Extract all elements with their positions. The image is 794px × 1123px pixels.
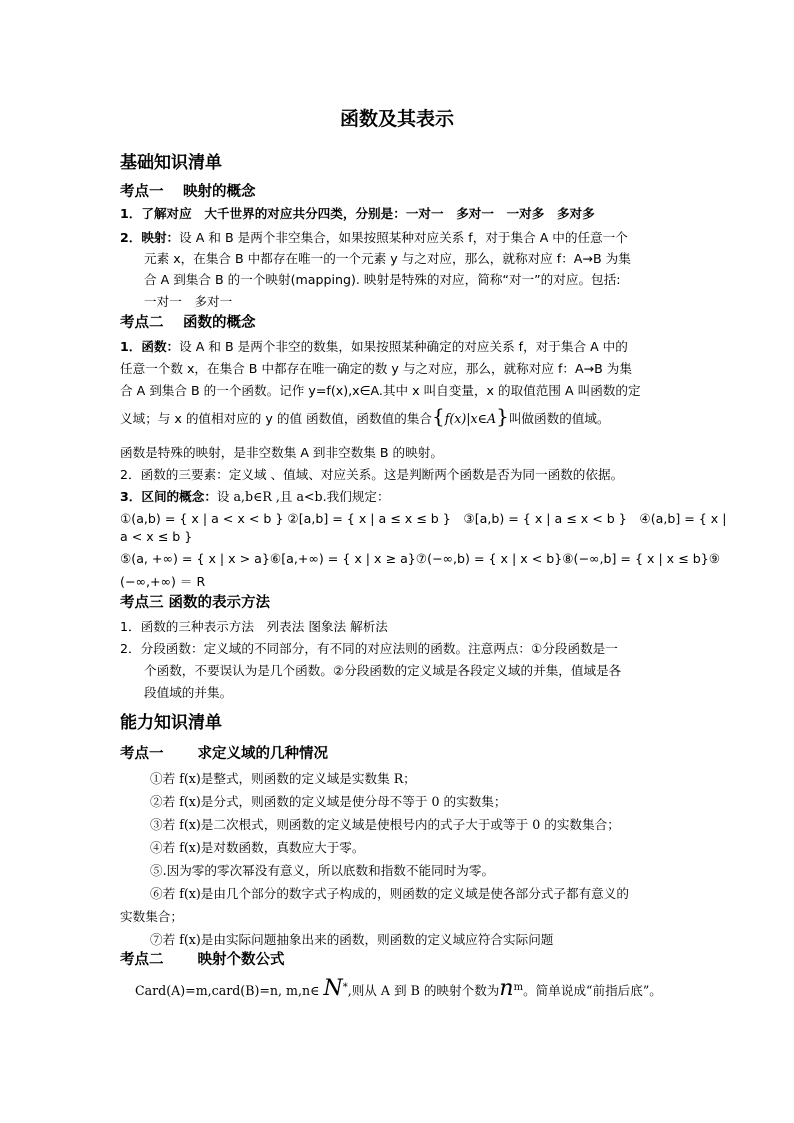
domain-rule-6: ⑥若 f(x)是由几个部分的数字式子构成的，则函数的定义域是使各部分式子都有意义的 bbox=[150, 886, 629, 901]
paragraph-function-line4 bbox=[120, 404, 610, 428]
paragraph-mapping-line1 bbox=[120, 227, 628, 246]
formula-summary-text: 。简单说成“前指后底”。 bbox=[523, 983, 662, 998]
left-brace: { bbox=[431, 404, 445, 428]
function-text: 设 A 和 B 是两个非空的数集，如果按照某种确定的对应关系 f，对于集合 A 中的 bbox=[179, 339, 628, 354]
topic-heading-representation: 考点三 函数的表示方法 bbox=[120, 595, 271, 611]
paragraph-piecewise-line3: 段值域的并集。 bbox=[144, 685, 233, 700]
domain-rule-2: ②若 f(x)是分式，则函数的定义域是使分母不等于 0 的实数集； bbox=[150, 794, 507, 809]
function-term: 1．函数： bbox=[120, 339, 180, 354]
interval-definitions-line3: ⑤(a, +∞) = { x | x > a}⑥[a,+∞) = { x | x ≥ a}⑦(−∞,b) = { x | x < b}⑧(−∞,b] = { x | x ≤ b}⑨ bbox=[120, 551, 720, 566]
range-text-before: 义域；与 x 的值相对应的 y 的值 函数值，函数值的集合 bbox=[120, 411, 432, 426]
paragraph-three-elements: 2．函数的三要素：定义域 、值域、对应关系。这是判断两个函数是否为同一函数的依据。 bbox=[120, 467, 624, 482]
item-number: 2． bbox=[120, 230, 142, 245]
range-text-after: 叫做函数的值域。 bbox=[508, 411, 610, 426]
interval-definitions-line1: ①(a,b) = { x | a < x < b } ②[a,b] = { x | a ≤ x ≤ b } ③[a,b) = { x | a ≤ x < b } ④(a,b] = { x | bbox=[120, 511, 727, 526]
mapping-count-formula bbox=[135, 976, 662, 1001]
formula-star-superscript: * bbox=[342, 981, 348, 993]
formula-card-text: Card(A)=m,card(B)=n, m,n∈ bbox=[135, 983, 320, 998]
paragraph-function-line2: 任意一个数 x，在集合 B 中都存在唯一确定的数 y 与之对应，那么，就称对应 f：A→B 为集 bbox=[120, 361, 632, 376]
topic-heading-mapping-count: 考点二 映射个数公式 bbox=[120, 952, 285, 968]
paragraph-function-line3: 合 A 到集合 B 的一个函数。记作 y=f(x),x∈A.其中 x 叫自变量，x 的取值范围 A 叫函数的定 bbox=[120, 383, 641, 398]
item-number: 1． bbox=[120, 206, 142, 221]
domain-rule-6-continuation: 实数集合； bbox=[120, 909, 183, 924]
mapping-text: 设 A 和 B 是两个非空集合，如果按照某种对应关系 f，对于集合 A 中的任意一个 bbox=[179, 230, 628, 245]
topic-heading-domain: 考点一 求定义域的几种情况 bbox=[120, 746, 329, 762]
topic-heading-function: 考点二 函数的概念 bbox=[120, 315, 256, 331]
domain-rule-7: ⑦若 f(x)是由实际问题抽象出来的函数，则函数的定义域应符合实际问题 bbox=[150, 932, 554, 947]
section-heading-basic: 基础知识清单 bbox=[120, 153, 222, 173]
formula-base-n: n bbox=[499, 976, 514, 1001]
paragraph-mapping-line3: 合 A 到集合 B 的一个映射(mapping). 映射是特殊的对应，简称“对一”的对应。包括: bbox=[144, 272, 621, 287]
paragraph-function-special-mapping: 函数是特殊的映射，是非空数集 A 到非空数集 B 的映射。 bbox=[120, 445, 443, 460]
correspondence-text: 了解对应 大千世界的对应共分四类，分别是：一对一 多对一 一对多 多对多 bbox=[141, 206, 595, 221]
formula-mapping-count-text: ,则从 A 到 B 的映射个数为 bbox=[347, 983, 500, 998]
mapping-term: 映射： bbox=[141, 230, 180, 245]
range-set-formula: f(x)|x∈A bbox=[444, 411, 497, 426]
paragraph-piecewise-line2: 个函数，不要误认为是几个函数。②分段函数的定义域是各段定义域的并集，值域是各 bbox=[144, 663, 622, 678]
domain-rule-3: ③若 f(x)是二次根式，则函数的定义域是使根号内的式子大于或等于 0 的实数集合； bbox=[150, 817, 620, 832]
interval-text: 设 a,b∈R ,且 a<b.我们规定： bbox=[216, 489, 390, 504]
domain-rule-5: ⑤.因为零的零次幂没有意义，所以底数和指数不能同时为零。 bbox=[150, 863, 495, 878]
domain-rule-1: ①若 f(x)是整式，则函数的定义域是实数集 R； bbox=[150, 771, 416, 786]
paragraph-function-line1 bbox=[120, 336, 628, 355]
section-heading-ability: 能力知识清单 bbox=[120, 713, 222, 733]
paragraph-piecewise-line1: 2．分段函数：定义域的不同部分，有不同的对应法则的函数。注意两点：①分段函数是一 bbox=[120, 641, 618, 656]
domain-rule-4: ④若 f(x)是对数函数，真数应大于零。 bbox=[150, 840, 365, 855]
paragraph-correspondence bbox=[120, 203, 595, 222]
paragraph-interval-concept bbox=[120, 486, 390, 505]
paragraph-mapping-line2: 元素 x，在集合 B 中都存在唯一的一个元素 y 与之对应，那么，就称对应 f：A→B 为集 bbox=[144, 251, 631, 266]
right-brace: } bbox=[496, 404, 509, 428]
interval-term: 3．区间的概念： bbox=[120, 489, 217, 504]
formula-exponent-m: m bbox=[513, 981, 524, 993]
formula-n-star-symbol: N bbox=[323, 976, 343, 1001]
interval-definitions-line2: a < x ≤ b } bbox=[120, 529, 193, 544]
interval-definitions-line4: (−∞,+∞) ＝ R bbox=[120, 574, 206, 589]
page-title: 函数及其表示 bbox=[339, 108, 454, 130]
topic-heading-mapping: 考点一 映射的概念 bbox=[120, 184, 256, 200]
paragraph-three-methods: 1．函数的三种表示方法 列表法 图象法 解析法 bbox=[120, 619, 388, 634]
paragraph-mapping-line4: 一对一 多对一 bbox=[144, 294, 233, 309]
